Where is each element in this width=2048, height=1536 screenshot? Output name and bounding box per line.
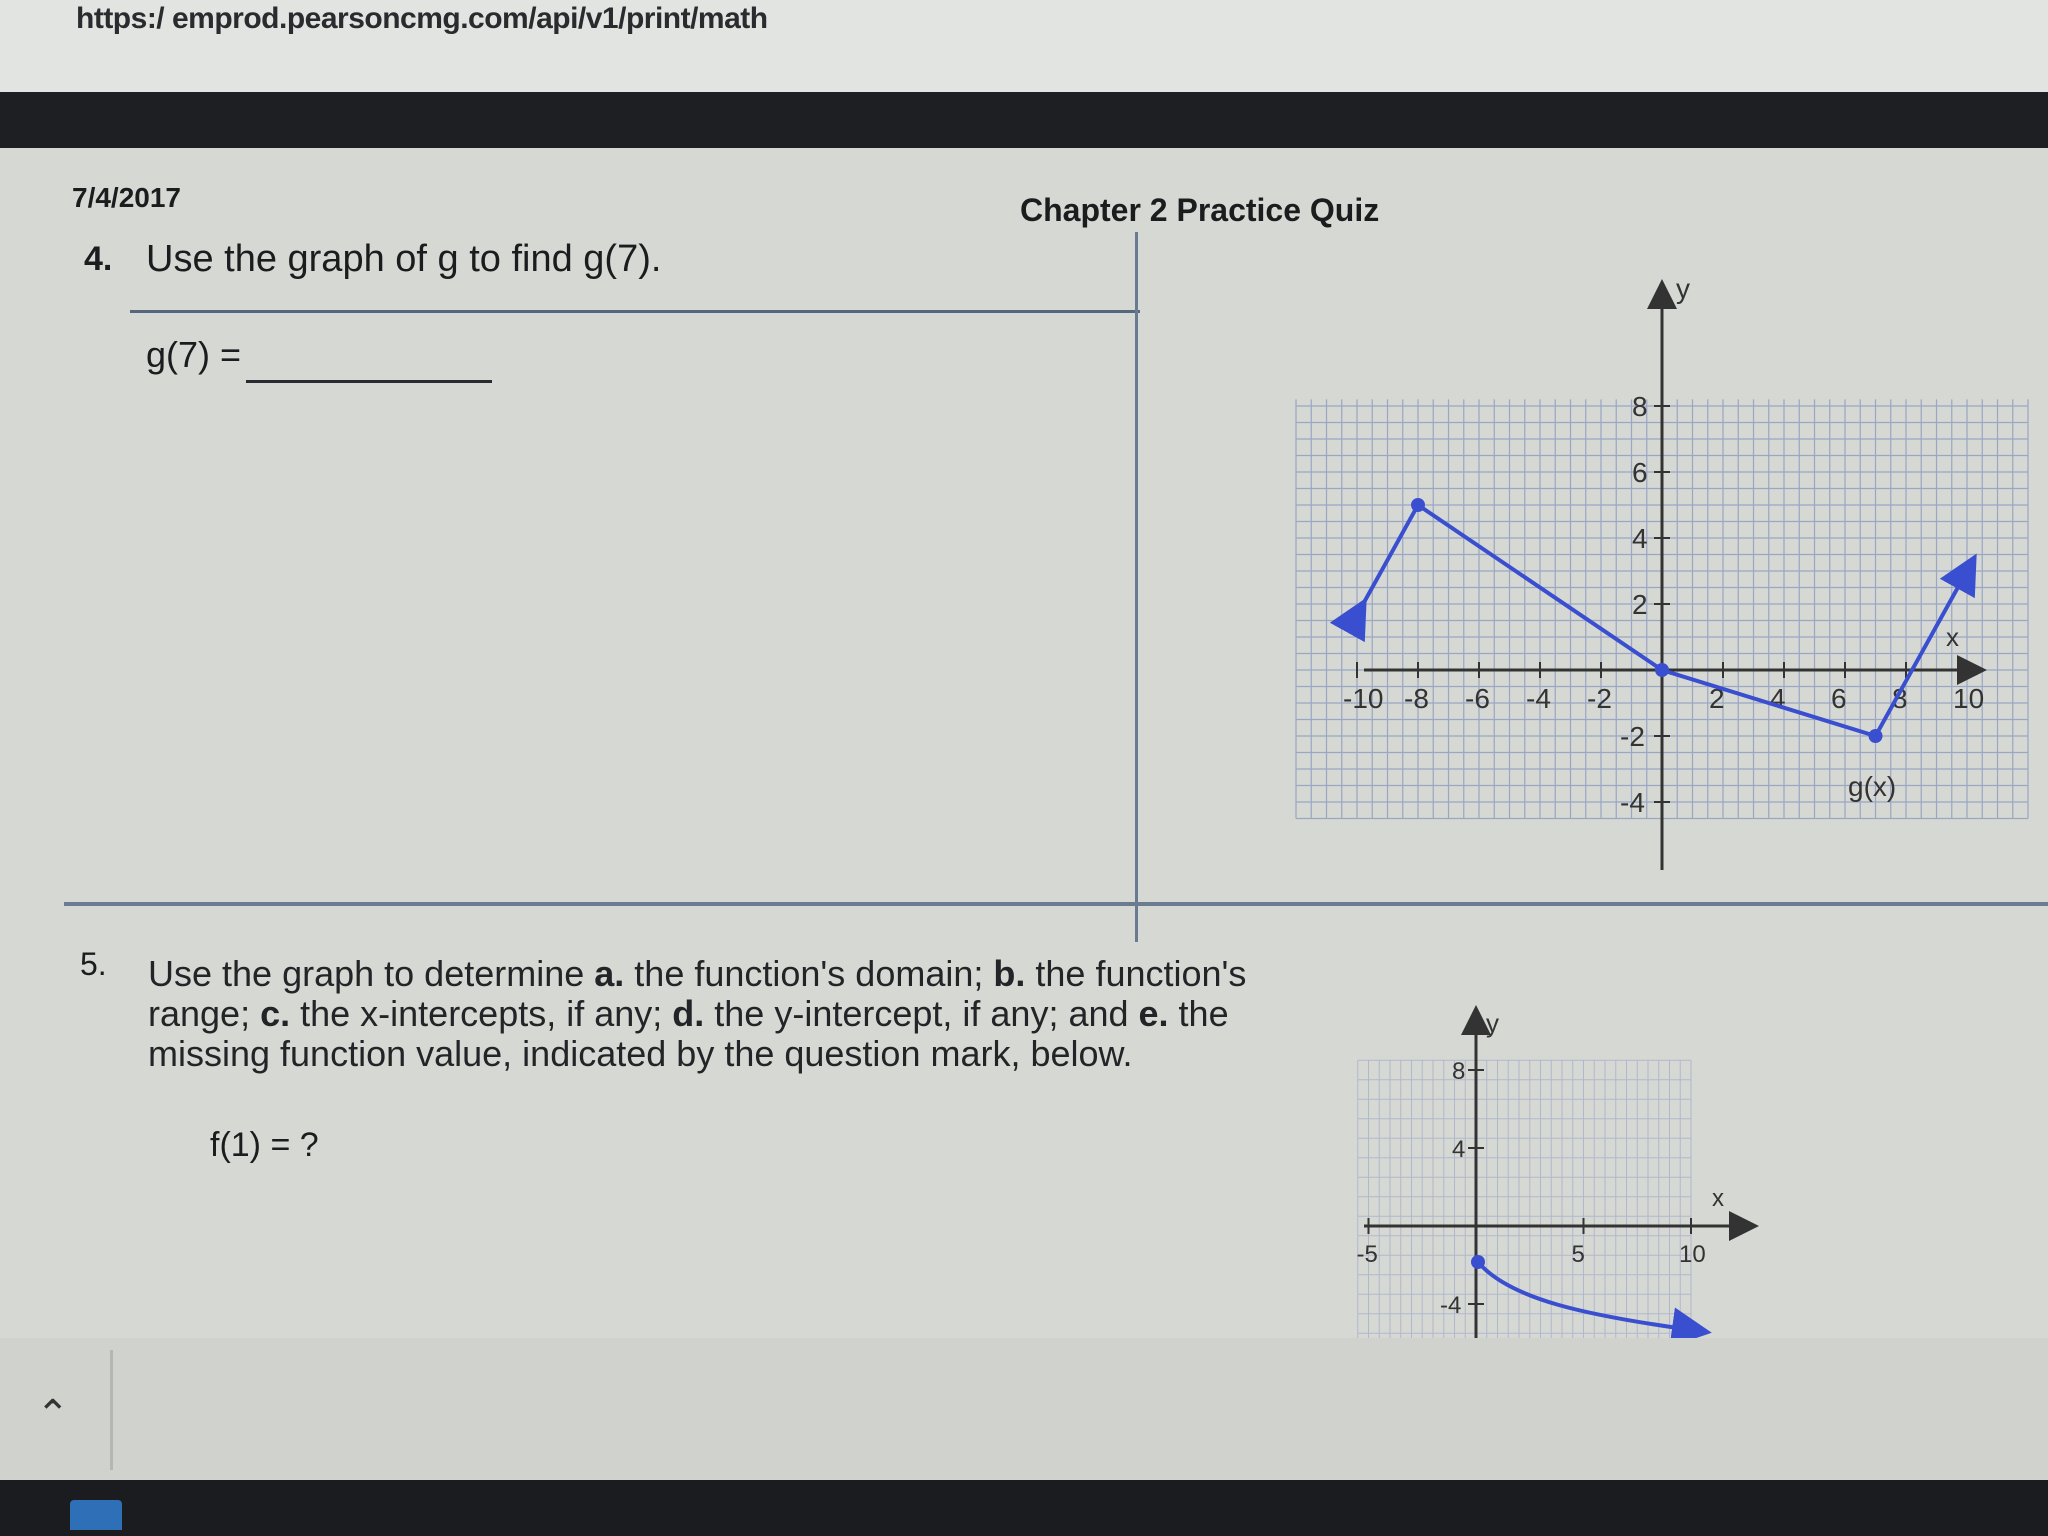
question-4-number: 4. (84, 240, 113, 278)
g-x-tick-label: 2 (1709, 683, 1725, 714)
f-y-axis-label: y (1486, 1008, 1499, 1038)
answer-blank[interactable] (246, 380, 492, 383)
question-5-prompt: Use the graph to determine a. the function's domain; b. the function's range; c. the x-intercepts, if any; d. the y-intercept, if any; and e. the missing function value, indicated by the question mark, below. (148, 953, 1247, 1074)
f-y-tick-label: 8 (1452, 1058, 1466, 1085)
question-5-number: 5. (80, 946, 107, 982)
toolbar-strip (0, 92, 2048, 148)
g-x-tick-label: 6 (1831, 683, 1847, 714)
answer-label: g(7) = (146, 334, 242, 375)
g-x-axis-label: x (1946, 622, 1959, 652)
g-y-axis-label: y (1676, 273, 1690, 304)
f-x-tick-label: 5 (1571, 1241, 1585, 1268)
f-endpoint (1471, 1255, 1485, 1269)
g-vertex-point (1411, 498, 1425, 512)
taskbar-app-icon[interactable] (70, 1500, 122, 1530)
g-function-label: g(x) (1848, 771, 1897, 802)
g-y-tick-label: -4 (1620, 787, 1645, 818)
g-graph (1340, 270, 1985, 900)
address-bar[interactable] (0, 0, 2048, 92)
question-4-column-divider (1135, 232, 1138, 942)
url-text[interactable]: https:/ emprod.pearsoncmg.com/api/v1/print/math (76, 2, 768, 35)
footer-divider (110, 1350, 113, 1470)
g-y-tick-label: 4 (1632, 523, 1648, 554)
g-x-tick-label: -10 (1343, 683, 1384, 714)
g-x-tick-label: 10 (1953, 683, 1985, 714)
g-y-tick-label: 2 (1632, 589, 1648, 620)
g-y-tick-label: 6 (1632, 457, 1648, 488)
page-footer (0, 1338, 2048, 1480)
chevron-up-icon[interactable]: ⌃ (36, 1393, 70, 1437)
g-vertex-point (1869, 729, 1883, 743)
f-y-tick-label: -4 (1440, 1292, 1462, 1319)
question-4-rule (130, 310, 1140, 313)
question-separator (64, 902, 2048, 906)
missing-value-expression: f(1) = ? (210, 1126, 319, 1164)
page-date: 7/4/2017 (72, 182, 181, 213)
f-x-axis-label: x (1712, 1185, 1724, 1212)
g-y-tick-label: 8 (1632, 391, 1648, 422)
f-x-tick-label: -5 (1356, 1241, 1378, 1268)
g-x-tick-label: -4 (1526, 683, 1551, 714)
f-function-curve (1478, 1262, 1692, 1330)
g-vertex-point (1655, 663, 1669, 677)
g-x-tick-label: -2 (1587, 683, 1612, 714)
g-x-tick-label: 4 (1770, 683, 1786, 714)
g-y-tick-label: -2 (1620, 721, 1645, 752)
g-x-tick-label: 8 (1892, 683, 1908, 714)
page-title: Chapter 2 Practice Quiz (1020, 192, 1380, 228)
f-x-tick-label: 10 (1679, 1241, 1706, 1268)
question-4-prompt: Use the graph of g to find g(7). (146, 238, 662, 280)
taskbar (0, 1480, 2048, 1536)
g-x-tick-label: -8 (1404, 683, 1429, 714)
f-y-tick-label: 4 (1452, 1136, 1466, 1163)
g-x-tick-label: -6 (1465, 683, 1490, 714)
